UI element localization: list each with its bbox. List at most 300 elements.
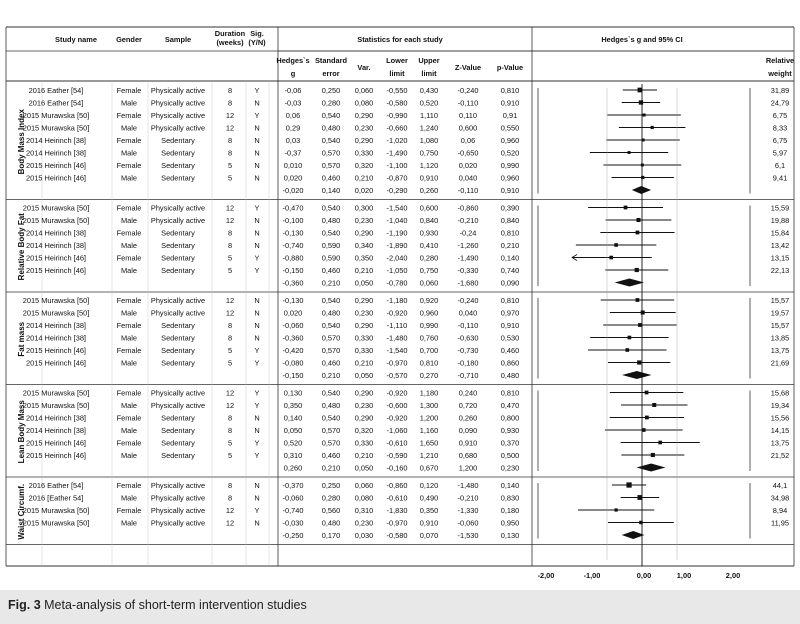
variance-cell: 0,290 [354,388,374,398]
lower-limit-cell: -1,490 [386,148,408,158]
standard-error-cell: 0,570 [321,438,341,448]
header-relative-weight-sub: weight [768,69,792,78]
study-point [635,268,639,272]
p-value-cell: 0,970 [500,308,520,318]
duration-cell: 8 [227,136,233,145]
z-value-cell: -0,210 [457,216,479,225]
z-value-cell: -0,110 [457,321,479,330]
relative-weight-cell: 9,41 [772,173,788,183]
sample-cell: Physically active [150,506,206,515]
upper-limit-cell: 0,760 [419,333,439,343]
hedges-g-cell: -0,060 [282,321,304,330]
duration-cell: 8 [227,481,233,490]
study-name: 2014 Heirinch [38] [26,228,86,238]
lower-limit-cell: -1,540 [386,346,408,355]
variance-cell: 0,210 [354,266,374,275]
study-name: 2014 Heirinch [38] [26,413,86,423]
summary-z-value: -0,110 [457,186,479,195]
sig-cell: Y [254,111,260,120]
p-value-cell: 0,520 [500,148,520,158]
lower-limit-cell: -0,970 [386,358,408,368]
study-name: 2016 Eather [54] [28,98,84,108]
variance-cell: 0,060 [354,86,374,95]
upper-limit-cell: 1,160 [419,426,439,435]
p-value-cell: 0,840 [500,216,520,225]
standard-error-cell: 0,280 [321,493,341,503]
sample-cell: Sedentary [161,173,195,183]
variance-cell: 0,210 [354,451,374,460]
upper-limit-cell: 0,280 [419,253,439,263]
x-tick-label: 1,00 [676,571,692,580]
variance-cell: 0,350 [354,253,374,263]
duration-cell: 8 [227,241,233,250]
summary-p-value: 0,230 [500,463,520,473]
standard-error-cell: 0,570 [321,161,341,170]
subgroup-label: Lean Body Mass [17,400,26,464]
upper-limit-cell: 0,910 [419,173,439,183]
duration-cell: 5 [227,346,233,355]
lower-limit-cell: -0,600 [386,401,408,410]
variance-cell: 0,290 [354,111,374,120]
relative-weight-cell: 13,42 [770,241,790,250]
hedges-g-cell: -0,080 [282,358,304,368]
study-name: 2016 [Eather 54] [28,493,84,503]
x-tick-label: -2,00 [537,571,555,580]
p-value-cell: 0,210 [500,241,520,250]
summary-z-value: 1,200 [458,463,478,473]
standard-error-cell: 0,540 [321,413,341,423]
upper-limit-cell: 0,700 [419,346,439,355]
standard-error-cell: 0,480 [321,216,341,225]
z-value-cell: 0,720 [458,401,478,410]
study-point [636,231,640,235]
hedges-g-cell: 0,29 [285,123,301,133]
study-name: 2015 Heirinch [46] [26,438,86,448]
upper-limit-cell: 1,240 [419,123,439,133]
relative-weight-cell: 6,75 [772,136,788,145]
duration-cell: 8 [227,228,233,238]
sig-cell: Y [254,346,260,355]
sig-cell: N [254,228,260,238]
standard-error-cell: 0,570 [321,346,341,355]
lower-limit-cell: -1,100 [386,161,408,170]
p-value-cell: 0,810 [500,86,520,95]
sample-cell: Physically active [150,98,206,108]
variance-cell: 0,290 [354,228,374,238]
p-value-cell: 0,390 [500,203,520,213]
p-value-cell: 0,180 [500,506,520,515]
gender-cell: Female [116,111,142,120]
lower-limit-cell: -0,610 [386,438,408,448]
duration-cell: 8 [227,321,233,330]
study-name: 2014 Heirinch [38] [26,148,86,158]
sample-cell: Physically active [150,388,206,398]
summary-standard-error: 0,210 [321,371,341,380]
p-value-cell: 0,810 [500,228,520,238]
header-z-value: Z-Value [454,63,482,72]
header-upper-limit: Upper [418,56,440,65]
summary-lower-limit: -0,580 [386,531,408,540]
p-value-cell: 0,910 [500,321,520,330]
summary-diamond [622,371,651,379]
variance-cell: 0,330 [354,346,374,355]
gender-cell: Female [116,506,142,515]
z-value-cell: 0,680 [458,451,478,460]
study-point [658,441,662,445]
duration-cell: 12 [225,506,235,515]
duration-cell: 12 [225,308,235,318]
study-name: 2015 Heirinch [46] [26,266,86,275]
sig-cell: N [254,333,260,343]
gender-cell: Male [120,518,138,528]
summary-z-value: -1,530 [457,531,479,540]
upper-limit-cell: 1,300 [419,401,439,410]
sample-cell: Physically active [150,203,206,213]
standard-error-cell: 0,480 [321,518,341,528]
header-variance: Var. [357,63,371,72]
sample-cell: Sedentary [161,346,195,355]
z-value-cell: 0,040 [458,308,478,318]
z-value-cell: 0,040 [458,173,478,183]
upper-limit-cell: 0,750 [419,148,439,158]
lower-limit-cell: -1,890 [386,241,408,250]
hedges-g-cell: -0,130 [282,228,304,238]
sample-cell: Sedentary [161,451,195,460]
study-point [641,176,644,179]
hedges-g-cell: 0,050 [283,426,303,435]
z-value-cell: 0,110 [459,111,477,120]
upper-limit-cell: 0,990 [419,321,439,330]
gender-cell: Female [116,413,142,423]
study-name: 2015 Murawska [50] [22,401,90,410]
study-name: 2015 Heirinch [46] [26,358,86,368]
study-name: 2015 Heirinch [46] [26,346,86,355]
z-value-cell: 0,910 [458,438,478,448]
sample-cell: Physically active [150,493,206,503]
sig-cell: Y [254,358,260,368]
header-relative-weight: Relative [765,56,795,65]
gender-cell: Male [120,216,138,225]
gender-cell: Male [120,98,138,108]
study-name: 2014 Heirinch [38] [26,241,86,250]
standard-error-cell: 0,540 [321,203,341,213]
header-standard-error-sub: error [322,69,340,78]
sig-cell: Y [254,86,260,95]
upper-limit-cell: 1,120 [419,161,439,170]
summary-hedges-g: -0,150 [282,371,304,380]
z-value-cell: -0,24 [459,228,477,238]
caption-text: Meta-analysis of short-term intervention studies [44,598,307,612]
sig-cell: N [254,136,260,145]
study-point [642,428,646,432]
sample-cell: Physically active [150,216,206,225]
duration-cell: 5 [227,173,233,183]
summary-p-value: 0,090 [500,278,520,288]
sample-cell: Sedentary [161,413,195,423]
hedges-g-cell: -0,06 [284,86,302,95]
relative-weight-cell: 15,68 [770,388,790,398]
z-value-cell: -0,730 [457,346,479,355]
lower-limit-cell: -1,020 [386,136,408,145]
lower-limit-cell: -1,050 [386,266,408,275]
p-value-cell: 0,91 [502,111,518,120]
sig-cell: Y [254,506,260,515]
header-duration: Duration [214,29,246,38]
z-value-cell: -0,650 [457,148,479,158]
lower-limit-cell: -1,190 [386,228,408,238]
summary-upper-limit: 0,070 [419,531,439,540]
z-value-cell: 0,020 [458,161,478,170]
sample-cell: Sedentary [161,358,195,368]
z-value-cell: 0,260 [458,413,478,423]
variance-cell: 0,230 [354,216,374,225]
study-name: 2015 Murawska [50] [22,123,90,133]
p-value-cell: 0,470 [500,401,520,410]
relative-weight-cell: 8,94 [772,506,788,515]
gender-cell: Male [120,173,138,183]
sample-cell: Physically active [150,86,206,95]
sig-cell: N [254,216,260,225]
sample-cell: Sedentary [161,333,195,343]
variance-cell: 0,320 [354,161,374,170]
summary-lower-limit: -0,780 [386,278,408,288]
header-study-name: Study name [55,35,97,44]
relative-weight-cell: 19,88 [770,216,790,225]
standard-error-cell: 0,460 [321,266,341,275]
p-value-cell: 0,830 [500,493,520,503]
relative-weight-cell: 8,33 [772,123,788,133]
p-value-cell: 0,140 [500,253,520,263]
relative-weight-cell: 13,75 [770,438,790,448]
header-p-value: p-Value [496,63,524,72]
variance-cell: 0,340 [354,241,374,250]
lower-limit-cell: -0,580 [386,98,408,108]
standard-error-cell: 0,540 [321,111,341,120]
study-point [652,403,656,407]
sig-cell: N [254,413,260,423]
gender-cell: Female [116,296,142,305]
gender-cell: Female [116,388,142,398]
duration-cell: 8 [227,413,233,423]
z-value-cell: -0,330 [457,266,479,275]
variance-cell: 0,210 [354,173,374,183]
sig-cell: Y [254,266,260,275]
hedges-g-cell: -0,420 [282,346,304,355]
summary-standard-error: 0,210 [321,463,341,473]
sig-cell: Y [254,401,260,410]
duration-cell: 5 [227,358,233,368]
study-point [625,348,629,352]
hedges-g-cell: 0,06 [285,111,301,120]
study-point [645,391,649,395]
lower-limit-cell: -0,870 [386,173,408,183]
summary-upper-limit: 0,670 [419,463,439,473]
sample-cell: Physically active [150,123,206,133]
z-value-cell: -0,860 [457,203,479,213]
upper-limit-cell: 0,930 [419,228,439,238]
relative-weight-cell: 21,69 [770,358,790,368]
duration-cell: 12 [225,401,235,410]
study-name: 2015 Murawska [50] [22,203,90,213]
hedges-g-cell: -0,740 [282,506,304,515]
relative-weight-cell: 19,57 [770,308,790,318]
upper-limit-cell: 0,750 [419,266,439,275]
standard-error-cell: 0,250 [321,86,341,95]
upper-limit-cell: 1,210 [419,451,439,460]
relative-weight-cell: 14,15 [770,426,790,435]
lower-limit-cell: -2,040 [386,253,408,263]
header-sample: Sample [164,35,192,44]
sig-cell: N [254,161,260,170]
sample-cell: Physically active [150,401,206,410]
summary-lower-limit: -0,290 [386,186,408,195]
standard-error-cell: 0,460 [321,358,341,368]
hedges-g-cell: -0,740 [282,241,304,250]
hedges-g-cell: 0,03 [285,136,301,145]
summary-hedges-g: 0,260 [283,463,303,473]
sample-cell: Sedentary [161,161,195,170]
study-point [639,100,643,104]
standard-error-cell: 0,540 [321,136,341,145]
sample-cell: Sedentary [161,426,195,435]
relative-weight-cell: 19,34 [770,401,790,410]
study-name: 2014 Heirinch [38] [26,426,86,435]
lower-limit-cell: -0,590 [386,451,408,460]
variance-cell: 0,230 [354,123,374,133]
duration-cell: 12 [225,111,235,120]
sample-cell: Sedentary [161,321,195,330]
relative-weight-cell: 15,59 [770,203,790,213]
variance-cell: 0,080 [354,493,374,503]
standard-error-cell: 0,590 [321,253,341,263]
gender-cell: Female [116,203,142,213]
z-value-cell: -0,210 [457,493,479,503]
duration-cell: 12 [225,296,235,305]
gender-cell: Female [116,161,142,170]
z-value-cell: 0,240 [458,388,478,398]
sig-cell: N [254,173,260,183]
p-value-cell: 0,990 [500,161,520,170]
study-point [651,453,655,457]
summary-variance: 0,050 [354,278,374,288]
hedges-g-cell: -0,100 [282,216,304,225]
relative-weight-cell: 34,98 [770,493,790,503]
p-value-cell: 0,960 [500,136,520,145]
gender-cell: Female [116,86,142,95]
duration-cell: 12 [225,216,235,225]
sig-cell: N [254,123,260,133]
header-forest-title: Hedges`s g and 95% CI [601,35,683,44]
study-point [638,88,643,93]
z-value-cell: -0,240 [457,296,479,305]
z-value-cell: -1,480 [457,481,479,490]
table-body [17,86,789,540]
relative-weight-cell: 15,56 [770,413,790,423]
upper-limit-cell: 0,520 [419,98,439,108]
figure-caption [8,598,307,612]
hedges-g-cell: 0,020 [283,308,303,318]
p-value-cell: 0,460 [500,346,520,355]
sig-cell: N [254,321,260,330]
subgroup-label: Fat mass [17,321,26,357]
upper-limit-cell: 0,350 [419,506,439,515]
z-value-cell: 0,06 [460,136,476,145]
z-value-cell: -0,180 [457,358,479,368]
upper-limit-cell: 0,600 [419,203,439,213]
relative-weight-cell: 13,75 [770,346,790,355]
summary-p-value: 0,130 [500,531,520,540]
gender-cell: Male [120,241,138,250]
gender-cell: Female [116,228,142,238]
study-point [609,256,613,260]
lower-limit-cell: -0,920 [386,388,408,398]
lower-limit-cell: -0,660 [386,123,408,133]
subgroup-label: Relative Body Fat [17,213,26,281]
gender-cell: Male [120,308,138,318]
lower-limit-cell: -0,860 [386,481,408,490]
duration-cell: 5 [227,451,233,460]
summary-lower-limit: -0,570 [386,371,408,380]
summary-z-value: -0,710 [457,371,479,380]
gender-cell: Female [116,136,142,145]
gender-cell: Female [116,253,142,263]
p-value-cell: 0,800 [500,413,520,423]
hedges-g-cell: -0,470 [282,203,304,213]
sig-cell: N [254,308,260,318]
study-point [628,336,632,340]
duration-cell: 12 [225,388,235,398]
study-point [628,151,631,154]
standard-error-cell: 0,570 [321,148,341,158]
summary-variance: 0,050 [354,371,374,380]
relative-weight-cell: 6,75 [772,111,788,120]
study-name: 2014 Heirinch [38] [26,333,86,343]
p-value-cell: 0,960 [500,173,520,183]
sample-cell: Sedentary [161,253,195,263]
study-point [643,113,646,116]
duration-cell: 8 [227,426,233,435]
lower-limit-cell: -1,830 [386,506,408,515]
study-point [614,243,618,247]
upper-limit-cell: 0,120 [419,481,439,490]
header-lower-limit: Lower [386,56,408,65]
sample-cell: Sedentary [161,241,195,250]
summary-variance: 0,030 [354,531,374,540]
standard-error-cell: 0,570 [321,333,341,343]
study-name: 2015 Murawska [50] [22,296,90,305]
study-name: 2015 Murawska [50] [22,216,90,225]
duration-cell: 5 [227,253,233,263]
upper-limit-cell: 0,410 [419,241,439,250]
summary-hedges-g: -0,250 [282,531,304,540]
header-gender: Gender [116,35,142,44]
study-point [626,482,631,487]
sig-cell: N [254,426,260,435]
standard-error-cell: 0,570 [321,426,341,435]
standard-error-cell: 0,460 [321,173,341,183]
summary-variance: 0,050 [354,463,374,473]
standard-error-cell: 0,480 [321,308,341,318]
relative-weight-cell: 21,52 [770,451,790,460]
hedges-g-cell: -0,130 [282,296,304,305]
sig-cell: N [254,518,260,528]
p-value-cell: 0,370 [500,438,520,448]
duration-cell: 5 [227,266,233,275]
z-value-cell: -0,630 [457,333,479,343]
sample-cell: Physically active [150,296,206,305]
standard-error-cell: 0,480 [321,123,341,133]
sig-cell: Y [254,438,260,448]
